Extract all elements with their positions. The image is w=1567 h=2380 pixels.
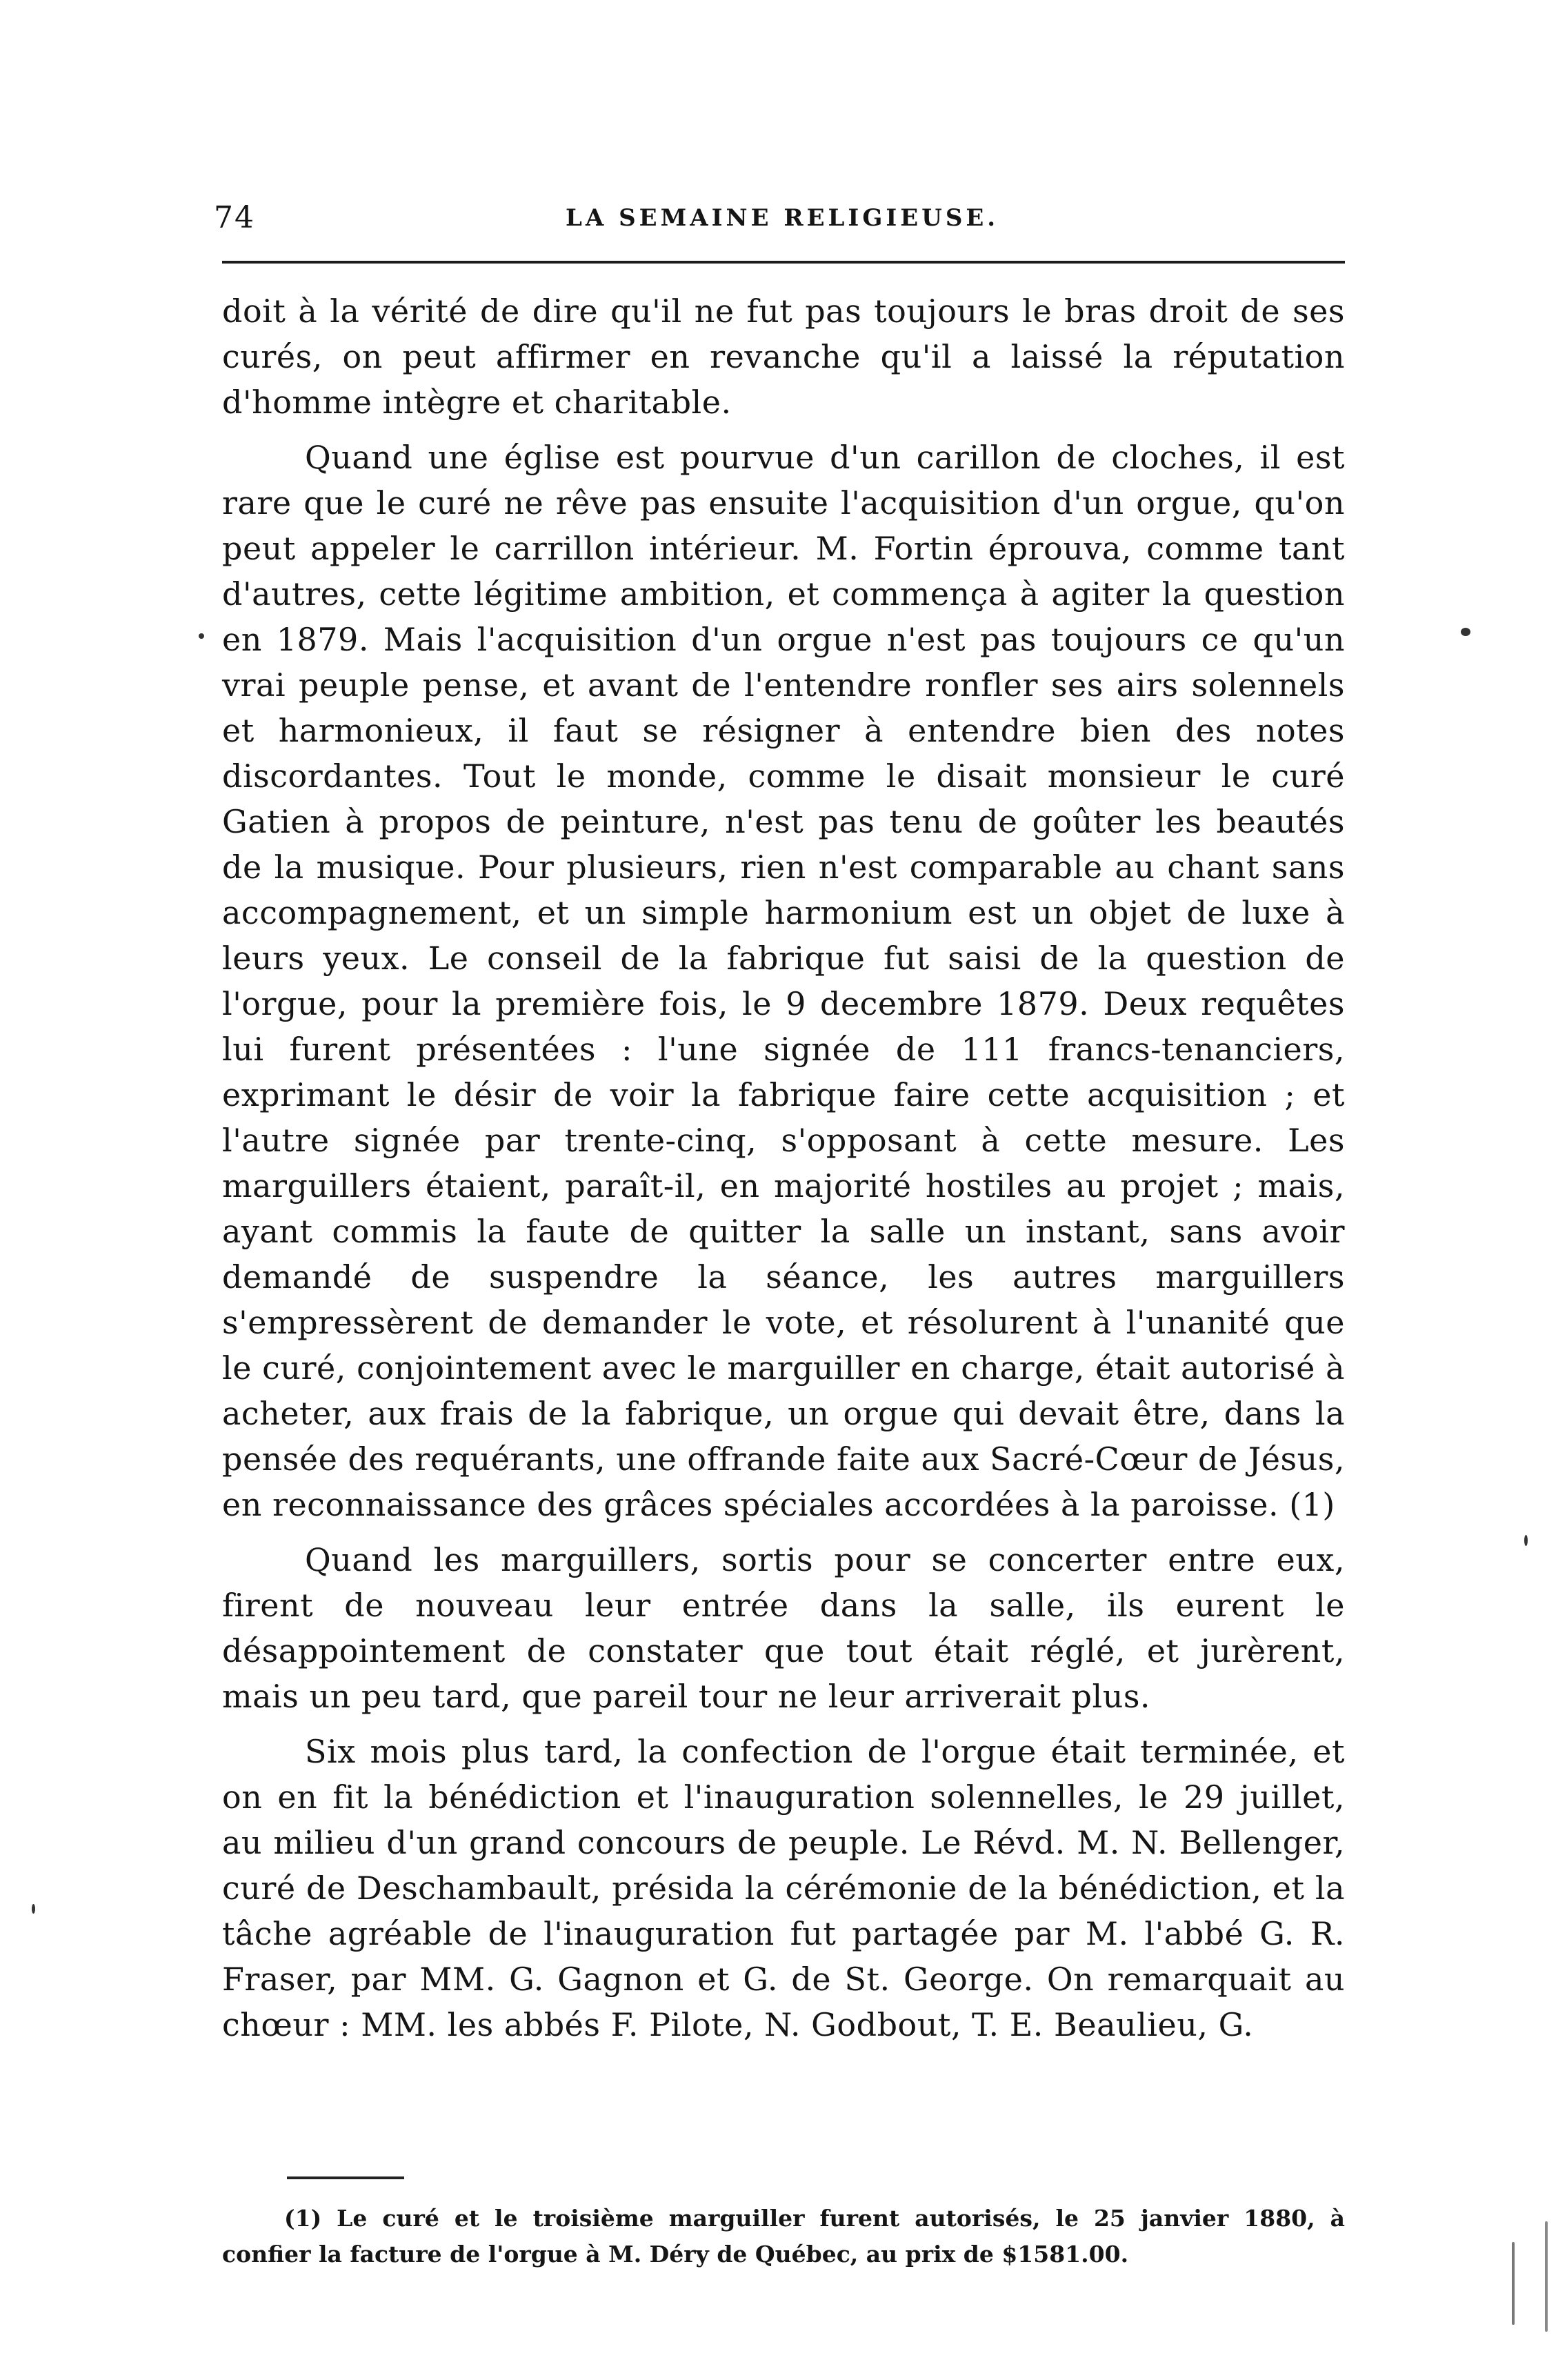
footnote: (1) Le curé et le troisième marguiller furent autorisés, le 25 janvier 1880, à confier la facture de l'orgue à M. Déry de Québec, au prix de $1581.00. [222,2205,1345,2268]
paragraph-inauguration: Six mois plus tard, la confection de l'orgue était terminée, et on en fit la bénédiction et l'inauguration solennelles, le 29 juillet, au milieu d'un grand concours de peuple. Le Révd. M. N. Bellenger, curé de Deschambault, présida la cérémonie de la bénédiction, et la tâche agréable de l'inauguration fut partagée par M. l'abbé G. R. Fraser, par MM. G. Gagnon et G. de St. George. On remarquait au chœur : MM. les abbés F. Pilote, N. Godbout, T. E. Beaulieu, G. [222,1733,1345,2043]
margin-speck [1512,2242,1515,2325]
footnote-rule [287,2176,404,2179]
body-text [222,288,1345,2047]
margin-speck [1545,2221,1548,2332]
margin-speck [32,1904,35,1914]
running-title: LA SEMAINE RELIGIEUSE. [566,204,999,232]
page-number: 74 [214,200,255,235]
page-header [214,200,1338,241]
margin-speck [1524,1535,1528,1546]
margin-speck [199,633,204,639]
header-rule [222,261,1345,264]
paragraph-marguillers: Quand les marguillers, sortis pour se concerter entre eux, firent de nouveau leur entrée dans la salle, ils eurent le désappointement de constater que tout était réglé, et jurèrent, mais un peu tard, que pareil tour ne leur arriverait plus. [222,1541,1345,1715]
paragraph-continued: doit à la vérité de dire qu'il ne fut pas toujours le bras droit de ses curés, on peut affirmer en revanche qu'il a laissé la réputation d'homme intègre et charitable. [222,292,1345,421]
margin-speck [1461,628,1470,636]
paragraph-organ-question: Quand une église est pourvue d'un carillon de cloches, il est rare que le curé ne rêve pas ensuite l'acquisition d'un orgue, qu'on peut appeler le carrillon intérieur. M. Fortin éprouva, comme tant d'autres, cette légitime ambition, et commença à agiter la question en 1879. Mais l'acquisition d'un orgue n'est pas toujours ce qu'un vrai peuple pense, et avant de l'entendre ronfler ses airs solennels et harmonieux, il faut se résigner à entendre bien des notes discordantes. Tout le monde, comme le disait monsieur le curé Gatien à propos de peinture, n'est pas tenu de goûter les beautés de la musique. Pour plusieurs, rien n'est comparable au chant sans accompagnement, et un simple harmonium est un objet de luxe à leurs yeux. Le conseil de la fabrique fut saisi de la question de l'orgue, pour la première fois, le 9 decembre 1879. Deux requêtes lui furent présentées : l'une signée de 111 francs-tenanciers, exprimant le désir de voir la fabrique faire cette acquisition ; et l'autre signée par trente-cinq, s'opposant à cette mesure. Les marguillers étaient, paraît-il, en majorité hostiles au projet ; mais, ayant commis la faute de quitter la salle un instant, sans avoir demandé de suspendre la séance, les autres marguillers s'empressèrent de demander le vote, et résolurent à l'unanité que le curé, conjointement avec le marguiller en charge, était autorisé à acheter, aux frais de la fabrique, un orgue qui devait être, dans la pensée des requérants, une offrande faite aux Sacré-Cœur de Jésus, en reconnaissance des grâces spéciales accordées à la paroisse. (1) [222,439,1345,1523]
